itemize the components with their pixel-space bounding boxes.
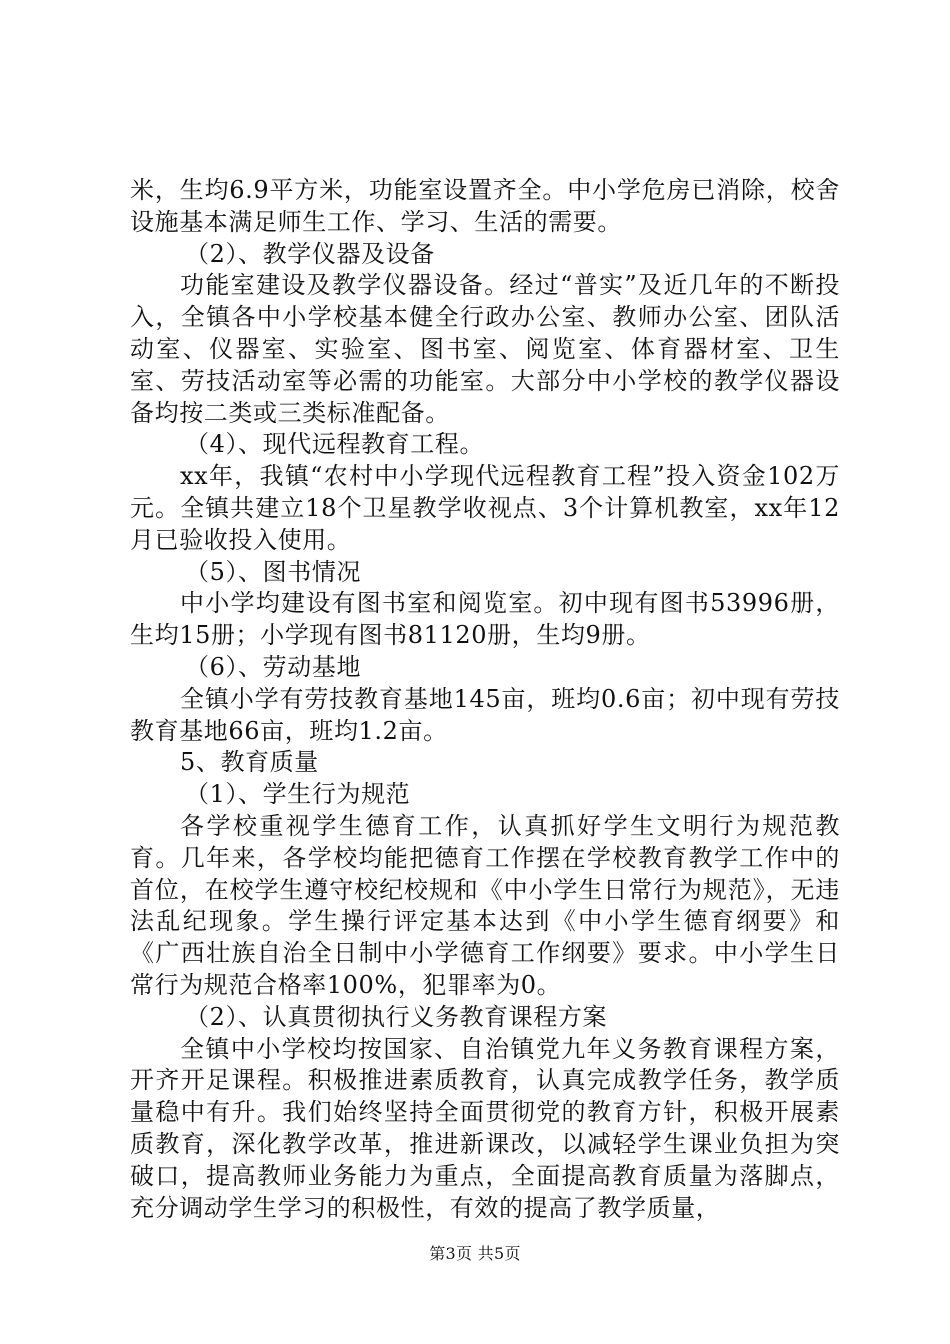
page-number-footer: 第3页 共5页 [429, 1244, 521, 1263]
subheading-labor-base: （6）、劳动基地 [185, 652, 362, 681]
paragraph-remote-education: xx年，我镇“农村中小学现代远程教育工程”投入资金102万元。全镇共建立18个卫星教学收视点、3个计算机教室，xx年12月已验收投入使用。 [130, 462, 840, 554]
subheading-curriculum: （2）、认真贯彻执行义务教育课程方案 [185, 1002, 608, 1031]
paragraph-instruments: 功能室建设及教学仪器设备。经过“普实”及近几年的不断投入，全镇各中小学校基本健全行政办公室、教师办公室、团队活动室、仪器室、实验室、图书室、阅览室、体育器材室、卫生室、劳技活动室等必需的功能室。大部分中小学校的教学仪器设备均按二类或三类标准配备。 [130, 271, 840, 427]
paragraph-continuation: 米，生均6.9平方米，功能室设置齐全。中小学危房已消除，校舍设施基本满足师生工作、学习、生活的需要。 [130, 176, 840, 236]
paragraph-books: 中小学均建设有图书室和阅览室。初中现有图书53996册，生均15册；小学现有图书81120册，生均9册。 [130, 589, 840, 650]
subheading-remote-education: （4）、现代远程教育工程。 [185, 430, 485, 459]
paragraph-student-conduct: 各学校重视学生德育工作，认真抓好学生文明行为规范教育。几年来，各学校均能把德育工作摆在学校教育教学工作中的首位，在校学生遵守校纪校规和《中小学生日常行为规范》，无违法乱纪现象。学生操行评定基本达到《中小学生德育纲要》和《广西壮族自治全日制中小学德育工作纲要》要求。中小学生日常行为规范合格率100%，犯罪率为0。 [130, 811, 840, 999]
subheading-instruments: （2）、教学仪器及设备 [185, 239, 435, 268]
document-body [130, 175, 840, 1224]
subheading-books: （5）、图书情况 [185, 557, 362, 586]
paragraph-curriculum: 全镇中小学校均按国家、自治镇党九年义务教育课程方案，开齐开足课程。积极推进素质教育，认真完成教学任务，教学质量稳中有升。我们始终坚持全面贯彻党的教育方针，积极开展素质教育，深化教学改革，推进新课改，以减轻学生课业负担为突破口，提高教师业务能力为重点，全面提高教育质量为落脚点，充分调动学生学习的积极性，有效的提高了教学质量， [130, 1034, 840, 1222]
section-heading-education-quality: 5、教育质量 [180, 748, 319, 777]
paragraph-labor-base: 全镇小学有劳技教育基地145亩，班均0.6亩；初中现有劳技教育基地66亩，班均1.2亩。 [130, 684, 840, 745]
subheading-student-conduct: （1）、学生行为规范 [185, 780, 411, 809]
